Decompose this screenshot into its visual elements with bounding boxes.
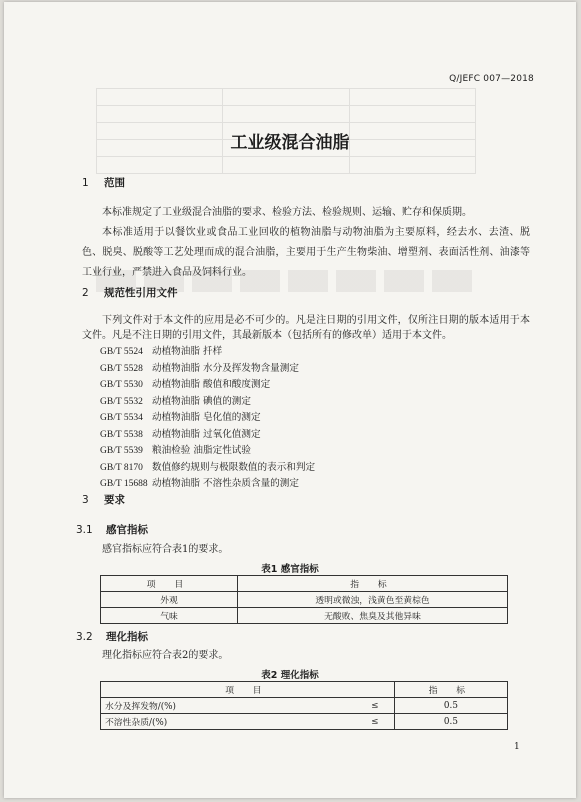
table-row xyxy=(101,608,508,624)
table-1-sensory xyxy=(100,575,508,624)
section-2-heading xyxy=(82,285,178,300)
table-row xyxy=(101,698,508,714)
scope-paragraph-2: 本标准适用于以餐饮业或食品工业回收的植物油脂与动物油脂为主要原料，经去水、去渣、脱色、脱臭、脱酸等工艺处理而成的混合油脂，主要用于生产生物柴油、增塑剂、表面活性剂、油漆等工业行业，严禁进入食品及饲料行业。 xyxy=(82,227,530,278)
table-cell: 不溶性杂质/(%) xyxy=(101,714,356,730)
table-row xyxy=(101,592,508,608)
column-header: 指 标 xyxy=(238,576,508,592)
sensory-paragraph: 感官指标应符合表1的要求。 xyxy=(102,544,229,555)
table-cell: 透明或微浊，浅黄色至黄棕色 xyxy=(238,592,508,608)
section-number: 3.1 xyxy=(76,524,93,536)
section-1-heading xyxy=(82,175,125,190)
physchem-paragraph: 理化指标应符合表2的要求。 xyxy=(102,650,229,661)
section-3-1-heading xyxy=(76,522,148,537)
section-title: 范围 xyxy=(104,177,125,189)
standard-code: Q/JEFC 007—2018 xyxy=(449,74,534,84)
table-cell: 水分及挥发物/(%) xyxy=(101,698,356,714)
reference-item: GB/T 5528 动植物油脂 水分及挥发物含量测定 xyxy=(100,362,299,374)
section-number: 3.2 xyxy=(76,631,93,643)
page-number: 1 xyxy=(514,742,520,752)
normative-refs-paragraph: 下列文件对于本文件的应用是必不可少的。凡是注日期的引用文件，仅所注日期的版本适用于本文件。凡是不注日期的引用文件，其最新版本（包括所有的修改单）适用于本文件。 xyxy=(82,315,530,341)
table-cell: ≤ xyxy=(356,698,395,714)
table-cell: 外观 xyxy=(101,592,238,608)
reference-item: GB/T 15688 动植物油脂 不溶性杂质含量的测定 xyxy=(100,478,299,489)
reference-item: GB/T 5539 粮油检验 油脂定性试验 xyxy=(100,445,251,456)
table-cell: 气味 xyxy=(101,608,238,624)
reference-item: GB/T 5532 动植物油脂 碘值的测定 xyxy=(100,395,251,407)
section-title: 理化指标 xyxy=(106,631,148,643)
table-cell: 无酸败、焦臭及其他异味 xyxy=(238,608,508,624)
column-header: 项 目 xyxy=(101,576,238,592)
table-row xyxy=(101,714,508,730)
section-3-heading xyxy=(82,492,125,507)
scope-paragraph-1: 本标准规定了工业级混合油脂的要求、检验方法、检验规则、运输、贮存和保质期。 xyxy=(102,207,472,218)
table-1-caption: 表1 感官指标 xyxy=(261,564,319,575)
reference-item: GB/T 5524 动植物油脂 扦样 xyxy=(100,346,223,357)
reference-item: GB/T 8170 数值修约规则与极限数值的表示和判定 xyxy=(100,461,316,473)
table-cell: 0.5 xyxy=(394,714,507,730)
section-number: 1 xyxy=(82,177,89,189)
section-title: 规范性引用文件 xyxy=(104,287,178,299)
document-title: 工业级混合油脂 xyxy=(230,133,350,153)
section-title: 感官指标 xyxy=(106,524,148,536)
section-3-2-heading xyxy=(76,629,148,644)
column-header: 指 标 xyxy=(394,682,507,698)
section-title: 要求 xyxy=(104,494,125,506)
table-header-row xyxy=(101,576,508,592)
table-2-physicochemical xyxy=(100,681,508,730)
reference-item: GB/T 5530 动植物油脂 酸值和酸度测定 xyxy=(100,379,271,390)
section-number: 3 xyxy=(82,494,89,506)
table-2-caption: 表2 理化指标 xyxy=(261,670,319,681)
document-page xyxy=(4,2,576,798)
table-cell: 0.5 xyxy=(394,698,507,714)
reference-item: GB/T 5534 动植物油脂 皂化值的测定 xyxy=(100,412,261,423)
section-number: 2 xyxy=(82,287,89,299)
table-cell: ≤ xyxy=(356,714,395,730)
table-header-row xyxy=(101,682,508,698)
reference-item: GB/T 5538 动植物油脂 过氧化值测定 xyxy=(100,428,261,440)
reference-list xyxy=(100,344,315,493)
column-header: 项 目 xyxy=(101,682,395,698)
